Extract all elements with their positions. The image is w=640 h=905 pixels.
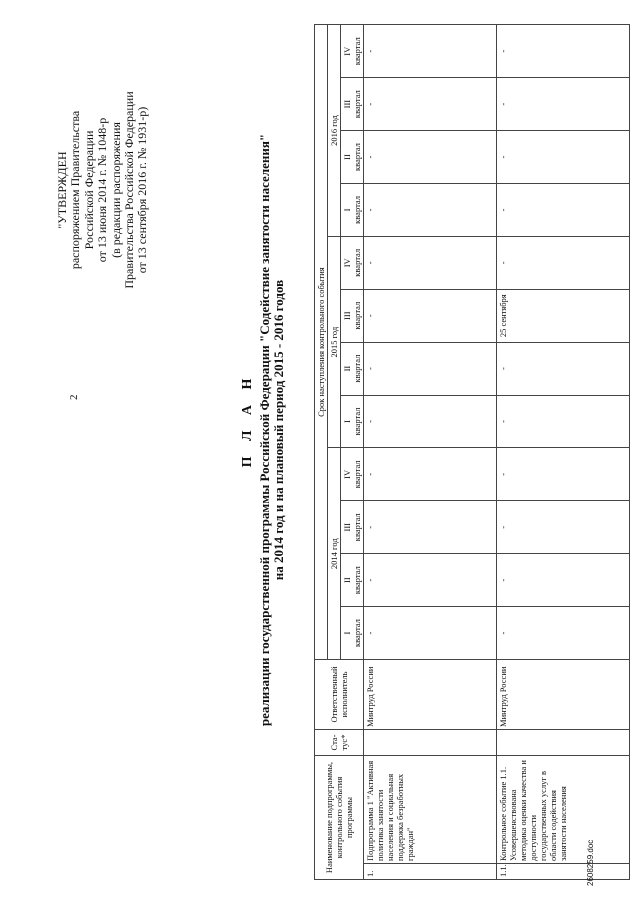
header-year-2016: 2016 год xyxy=(328,25,341,237)
quarter-word: квартал xyxy=(352,354,362,383)
quarter-word: квартал xyxy=(352,37,362,66)
row-cell: - xyxy=(497,501,630,554)
header-quarter xyxy=(341,78,364,131)
quarter-numeral: I xyxy=(342,631,352,635)
approval-line: Российской Федерации xyxy=(81,130,96,250)
quarter-numeral: II xyxy=(342,365,352,372)
plan-subtitle-line-2: на 2014 год и на плановый период 2015 - 2016 годов xyxy=(271,279,286,581)
header-responsible: Ответственный исполнитель xyxy=(315,659,364,729)
row-cell: 25 сентября xyxy=(497,289,630,342)
quarter-word: квартал xyxy=(352,513,362,542)
quarter-word: квартал xyxy=(352,90,362,119)
header-quarter xyxy=(341,342,364,395)
row-cell: - xyxy=(497,25,630,78)
header-status: Ста-тус* xyxy=(315,729,364,755)
row-cell: - xyxy=(497,554,630,607)
row-cell: - xyxy=(497,342,630,395)
approval-line: от 13 сентября 2016 г. № 1931-р) xyxy=(135,106,150,274)
quarter-word: квартал xyxy=(352,460,362,489)
row-status xyxy=(364,729,497,755)
plan-title: П Л А Н xyxy=(240,372,255,468)
quarter-numeral: IV xyxy=(342,469,352,479)
row-status xyxy=(497,729,630,755)
row-cell: - xyxy=(364,78,497,131)
header-quarter xyxy=(341,448,364,501)
table-row xyxy=(497,25,630,880)
quarter-word: квартал xyxy=(352,566,362,595)
approval-line: Правительства Российской Федерации xyxy=(122,91,137,289)
plan-subtitle xyxy=(258,80,286,780)
page-number-text: 2 xyxy=(68,394,80,400)
quarter-numeral: III xyxy=(342,99,352,109)
header-quarter xyxy=(341,554,364,607)
row-cell: - xyxy=(364,25,497,78)
row-cell: - xyxy=(364,131,497,184)
header-quarter xyxy=(341,607,364,660)
quarter-numeral: III xyxy=(342,523,352,532)
quarter-numeral: III xyxy=(342,311,352,320)
quarter-word: квартал xyxy=(352,407,362,436)
header-quarter xyxy=(341,25,364,78)
row-cell: - xyxy=(364,554,497,607)
header-quarter xyxy=(341,236,364,289)
quarter-numeral: II xyxy=(342,577,352,583)
row-number: 1.1. xyxy=(497,864,630,880)
row-number: 1. xyxy=(364,864,497,880)
row-cell: - xyxy=(497,236,630,289)
row-cell: - xyxy=(364,395,497,448)
quarter-word: квартал xyxy=(352,143,362,171)
page-number xyxy=(68,395,80,401)
quarter-word: квартал xyxy=(352,195,362,224)
header-quarter xyxy=(341,395,364,448)
approval-line: распоряжением Правительства xyxy=(68,110,83,270)
row-cell: - xyxy=(497,78,630,131)
row-cell: - xyxy=(497,131,630,184)
approval-line: от 13 июня 2014 г. № 1048-р xyxy=(95,117,110,263)
row-name: Контрольное событие 1.1. Усовершенствована методика оценки качества и доступности государственных услуг в области содействия занятости населения xyxy=(497,755,630,863)
row-responsible: Минтруд России xyxy=(497,659,630,729)
quarter-numeral: I xyxy=(342,208,352,212)
table-row xyxy=(364,25,497,880)
row-cell: - xyxy=(497,395,630,448)
header-quarter xyxy=(341,501,364,554)
quarter-numeral: II xyxy=(342,154,352,160)
row-cell: - xyxy=(364,607,497,660)
plan-table xyxy=(314,25,624,880)
row-cell: - xyxy=(497,183,630,236)
header-quarter xyxy=(341,183,364,236)
header-year-2014: 2014 год xyxy=(328,448,341,660)
row-cell: - xyxy=(364,183,497,236)
quarter-numeral: IV xyxy=(342,258,352,268)
row-responsible: Минтруд России xyxy=(364,659,497,729)
quarter-numeral: I xyxy=(342,420,352,423)
header-year-2015: 2015 год xyxy=(328,236,341,448)
header-quarter xyxy=(341,131,364,184)
quarter-word: квартал xyxy=(352,248,362,277)
row-cell: - xyxy=(364,342,497,395)
row-name: Подпрограмма 1 "Активная политика занятости населения и социальная поддержка безработных граждан" xyxy=(364,755,497,863)
quarter-numeral: IV xyxy=(342,46,352,56)
approval-block xyxy=(56,30,150,350)
approval-line: (в редакции распоряжения xyxy=(108,122,123,258)
header-deadline: Срок наступления контрольного события xyxy=(315,25,328,660)
row-cell: - xyxy=(497,607,630,660)
row-cell: - xyxy=(364,448,497,501)
row-cell: - xyxy=(364,289,497,342)
row-cell: - xyxy=(497,448,630,501)
quarter-word: квартал xyxy=(352,619,362,647)
header-name: Наименование подпрограммы, контрольного события программы xyxy=(315,755,364,879)
quarter-word: квартал xyxy=(352,301,362,330)
plan-subtitle-line-1: реализации государственной программы Российской Федерации "Содействие занятости населения" xyxy=(257,133,272,727)
row-cell: - xyxy=(364,236,497,289)
row-cell: - xyxy=(364,501,497,554)
approval-line: "УТВЕРЖДЕН xyxy=(55,151,69,229)
document-id: 2608259.doc xyxy=(586,839,595,886)
header-quarter xyxy=(341,289,364,342)
